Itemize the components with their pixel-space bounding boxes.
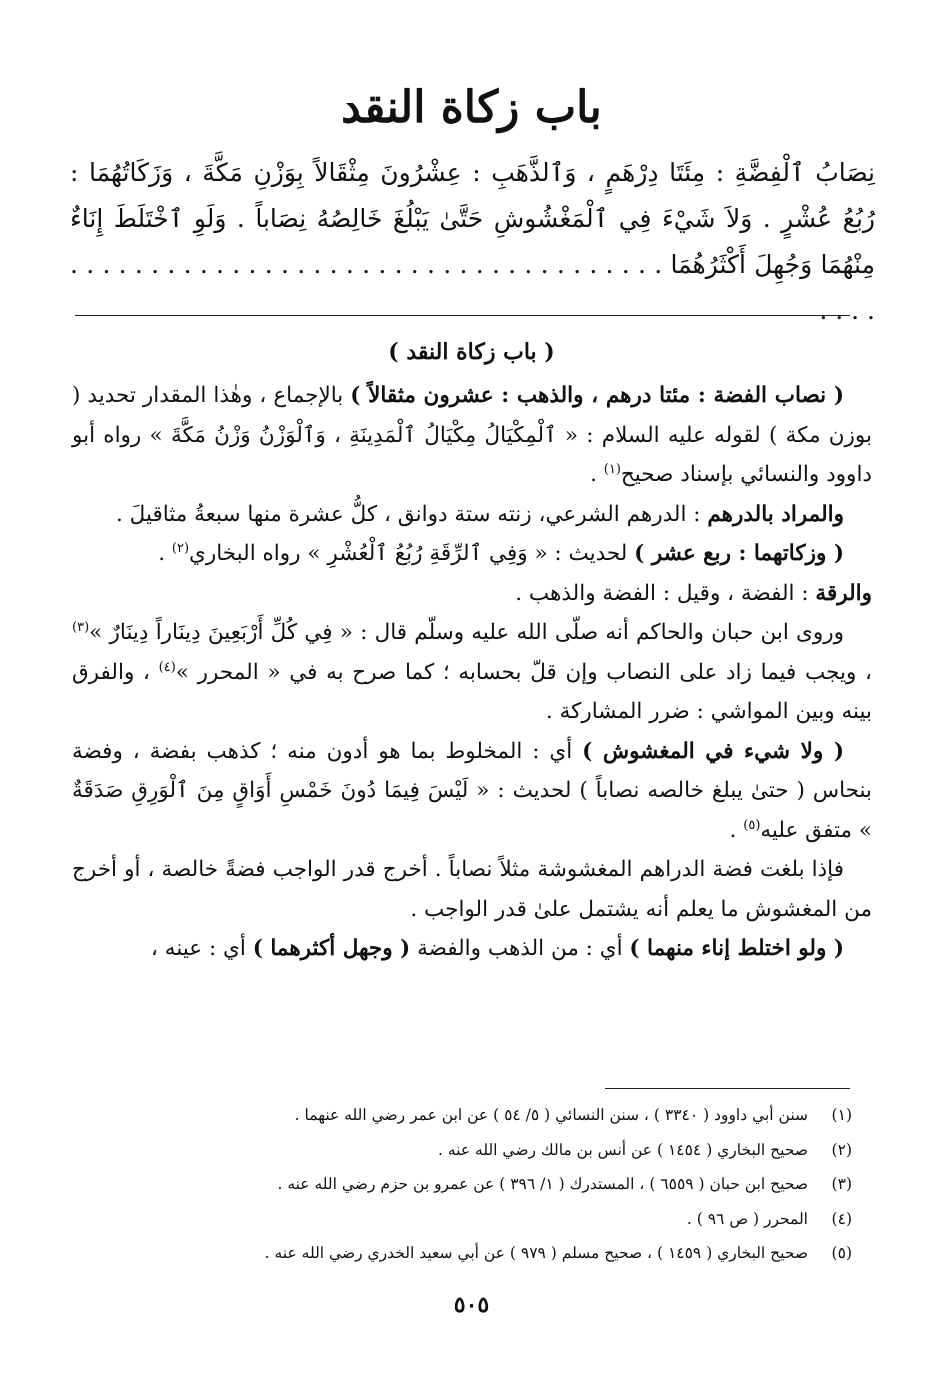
commentary-paragraph (72, 376, 872, 495)
footnote-ref: (٣) (72, 619, 90, 635)
footnote-number: (١) (831, 1106, 852, 1124)
matn-quote: ( نصاب الفضة : مئتا درهم ، والذهب : عشرون مثقالاً ) (350, 383, 844, 408)
matn-quote: والرقة (815, 580, 872, 606)
footnote-text: المحرر ( ص ٩٦ ) . (686, 1209, 808, 1228)
commentary-text: فإذا بلغت فضة الدراهم المغشوشة مثلاً نصاباً . أخرج قدر الواجب فضةً خالصة ، أو أخرج من المغشوش ما يعلم أنه يشتمل علىٰ قدر الواجب . (72, 857, 872, 922)
commentary-heading: ( باب زكاة النقد ) (388, 339, 555, 365)
footnote-text: صحيح البخاري ( ١٤٥٤ ) عن أنس بن مالك رضي الله عنه . (438, 1140, 808, 1159)
section-divider (75, 315, 850, 316)
commentary-paragraph (72, 613, 872, 732)
chapter-title: باب زكاة النقد (341, 82, 602, 133)
footnote (140, 1167, 852, 1202)
commentary-text: . (729, 817, 744, 843)
commentary-body (72, 376, 872, 969)
footnote-number: (٢) (831, 1140, 852, 1159)
footnote-ref: (١) (603, 461, 621, 477)
matn-quote: ( وزكاتهما : ربع عشر ) (634, 541, 844, 566)
footnote-ref: (٥) (743, 817, 761, 833)
commentary-paragraph (72, 732, 872, 851)
commentary-text: . (158, 541, 172, 566)
footnote-ref: (٢) (171, 540, 190, 556)
commentary-text: : الدرهم الشرعي، زنته ستة دوانق ، كلُّ عشرة منها سبعةُ مثاقيلَ . (116, 501, 708, 527)
page-number: ٥٠٥ (453, 1292, 490, 1318)
commentary-text: بالإجماع ، وهٰذا المقدار تحديد ( بوزن مكة ) لقوله عليه السلام : « ٱلْمِكْيَالُ مِكْيَالُ ٱلْمَدِينَةِ ، وَٱلْوَزْنُ وَزْنُ مَكَّةَ » رواه أبو داوود والنسائي بإسناد صحيح (72, 383, 872, 487)
matn-quote: والمراد بالدرهم (707, 501, 844, 527)
commentary-text: ، والفرق بينه وبين المواشي : ضرر المشاركة . (72, 659, 872, 724)
commentary-text: لحديث : « وَفِي ٱلرِّقَةِ رُبُعُ ٱلْعُشْرِ » رواه البخاري (189, 541, 635, 566)
matn-quote: ( وجهل أكثرهما ) (252, 936, 411, 961)
footnote-text: صحيح البخاري ( ١٤٥٩ ) ، صحيح مسلم ( ٩٧٩ ) عن أبي سعيد الخدري رضي الله عنه . (264, 1244, 808, 1262)
commentary-paragraph (72, 574, 872, 614)
footnotes (140, 1098, 852, 1271)
footnote-text: صحيح ابن حبان ( ٦٥٥٩ ) ، المستدرك ( ١/ ٣٩٦ ) عن عمرو بن حزم رضي الله عنه . (277, 1175, 808, 1193)
footnote-number: (٤) (831, 1209, 852, 1228)
matn-quote: ( ولو اختلط إناء منهما ) (629, 936, 844, 961)
footnote (140, 1236, 852, 1271)
matn-quote: ( ولا شيء في المغشوش ) (582, 738, 844, 764)
commentary-paragraph (72, 850, 872, 929)
footnote (140, 1202, 852, 1237)
commentary-paragraph (72, 534, 872, 574)
footnote-ref: (٤) (158, 659, 176, 675)
footnote-rule (605, 1088, 850, 1089)
footnote-number: (٣) (831, 1175, 852, 1193)
commentary-text: ، ويجب فيما زاد على النصاب وإن قلّ بحسابه ؛ كما صرح به في « المحرر » (175, 659, 872, 685)
commentary-text: أي : المخلوط بما هو أدون منه ؛ كذهب بفضة ، وفضة بنحاس ( حتىٰ يبلغ خالصه نصاباً ) لحديث : « لَيْسَ فِيمَا دُونَ خَمْسِ أَوَاقٍ مِنَ ٱلْوَرِقِ صَدَقَةٌ » متفق عليه (72, 738, 872, 843)
commentary-text: أي : عينه ، (151, 936, 253, 961)
matn-text: نِصَابُ ٱلْفِضَّةِ : مِئَتَا دِرْهَمٍ ، وَٱلذَّهَبِ : عِشْرُونَ مِثْقَالاً بِوَزْنِ مَكَّةَ ، وَزَكَاتُهُمَا : رُبُعُ عُشْرٍ . وَلاَ شَيْءَ فِي ٱلْمَغْشُوشِ حَتَّىٰ يَبْلُغَ خَالِصُهُ نِصَاباً . وَلَوِ ٱخْتَلَطَ إِنَاءٌ مِنْهُمَا وَجُهِلَ أَكْثَرُهُمَا . . . . . . . . . . . . . . . . . . . . . . . . . . . . . . . . . . . . . . . . . (70, 158, 875, 325)
footnote-text: سنن أبي داوود ( ٣٣٤٠ ) ، سنن النسائي ( ٥/ ٥٤ ) عن ابن عمر رضي الله عنهما . (294, 1106, 808, 1124)
commentary-text: أي : من الذهب والفضة (410, 936, 630, 961)
footnote (140, 1133, 852, 1168)
commentary-text: وروى ابن حبان والحاكم أنه صلّى الله عليه وسلّم قال : « فِي كُلِّ أَرْبَعِينَ دِينَاراً دِينَارٌ » (89, 620, 844, 645)
footnote-number: (٥) (831, 1244, 852, 1262)
commentary-text: : الفضة ، وقيل : الفضة والذهب . (515, 580, 816, 606)
footnote (140, 1098, 852, 1133)
commentary-paragraph (72, 495, 872, 535)
commentary-text: . (590, 462, 604, 487)
commentary-paragraph (72, 929, 872, 969)
